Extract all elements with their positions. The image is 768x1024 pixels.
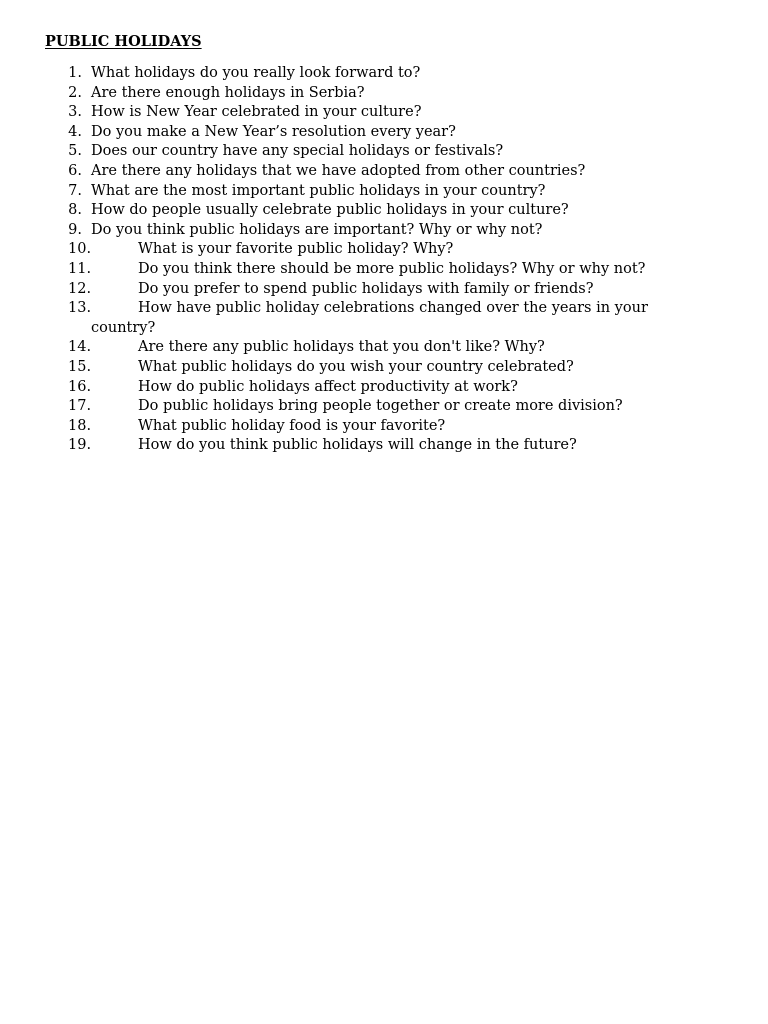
question-text: What holidays do you really look forward to? — [91, 65, 421, 81]
question-number: 14. — [68, 339, 92, 356]
question-number: 8. — [68, 202, 82, 219]
question-number: 11. — [68, 260, 92, 277]
list-item — [0, 397, 768, 417]
question-number: 16. — [68, 378, 92, 395]
question-number: 5. — [68, 143, 82, 160]
question-text: What public holidays do you wish your country celebrated? — [138, 358, 574, 375]
question-number: 4. — [68, 123, 82, 140]
question-number: 13. — [68, 300, 92, 317]
question-number: 17. — [68, 398, 92, 415]
question-number: 15. — [68, 358, 92, 375]
list-item — [0, 221, 768, 241]
list-item — [0, 123, 768, 143]
question-text: How do people usually celebrate public holidays in your culture? — [91, 202, 569, 219]
list-item — [0, 84, 768, 104]
question-number: 7. — [68, 182, 82, 199]
question-text: What are the most important public holidays in your country? — [91, 182, 546, 199]
question-text: How is New Year celebrated in your culture? — [91, 104, 422, 121]
list-item — [0, 358, 768, 378]
list-item — [0, 142, 768, 162]
question-number: 19. — [68, 437, 92, 454]
list-item — [0, 240, 768, 260]
question-number: 2. — [68, 84, 82, 101]
question-text: How do you think public holidays will change in the future? — [138, 437, 577, 454]
list-item — [0, 64, 768, 84]
list-item — [0, 378, 768, 398]
list-item — [0, 417, 768, 437]
question-text: Are there any public holidays that you don't like? Why? — [138, 339, 545, 356]
question-number: 9. — [68, 221, 82, 238]
list-item — [0, 436, 768, 456]
question-text: Do you think public holidays are important? Why or why not? — [91, 221, 543, 238]
question-text: Are there any holidays that we have adopted from other countries? — [91, 162, 586, 179]
question-number: 18. — [68, 417, 92, 434]
list-item — [0, 201, 768, 221]
list-item — [0, 162, 768, 182]
question-text: Do you make a New Year’s resolution every year? — [91, 123, 456, 140]
list-item — [0, 103, 768, 123]
question-number: 10. — [68, 241, 92, 258]
question-text: Does our country have any special holidays or festivals? — [91, 143, 504, 160]
list-item — [0, 280, 768, 300]
list-item — [0, 299, 768, 338]
question-text: How have public holiday celebrations changed over the years in your country? — [91, 300, 648, 336]
list-item — [0, 260, 768, 280]
question-number: 6. — [68, 162, 82, 179]
question-list — [0, 64, 768, 456]
question-text: How do public holidays affect productivity at work? — [138, 378, 518, 395]
question-number: 3. — [68, 104, 82, 121]
question-text: What public holiday food is your favorite? — [138, 417, 446, 434]
question-text: What is your favorite public holiday? Why? — [138, 241, 454, 258]
question-text: Are there enough holidays in Serbia? — [91, 84, 365, 101]
list-item — [0, 182, 768, 202]
question-text: Do public holidays bring people together or create more division? — [138, 398, 623, 415]
question-text: Do you prefer to spend public holidays with family or friends? — [138, 280, 594, 297]
list-item — [0, 338, 768, 358]
question-number: 1. — [68, 65, 82, 81]
question-number: 12. — [68, 280, 92, 297]
page-title: PUBLIC HOLIDAYS — [45, 33, 202, 50]
question-text: Do you think there should be more public holidays? Why or why not? — [138, 260, 646, 277]
